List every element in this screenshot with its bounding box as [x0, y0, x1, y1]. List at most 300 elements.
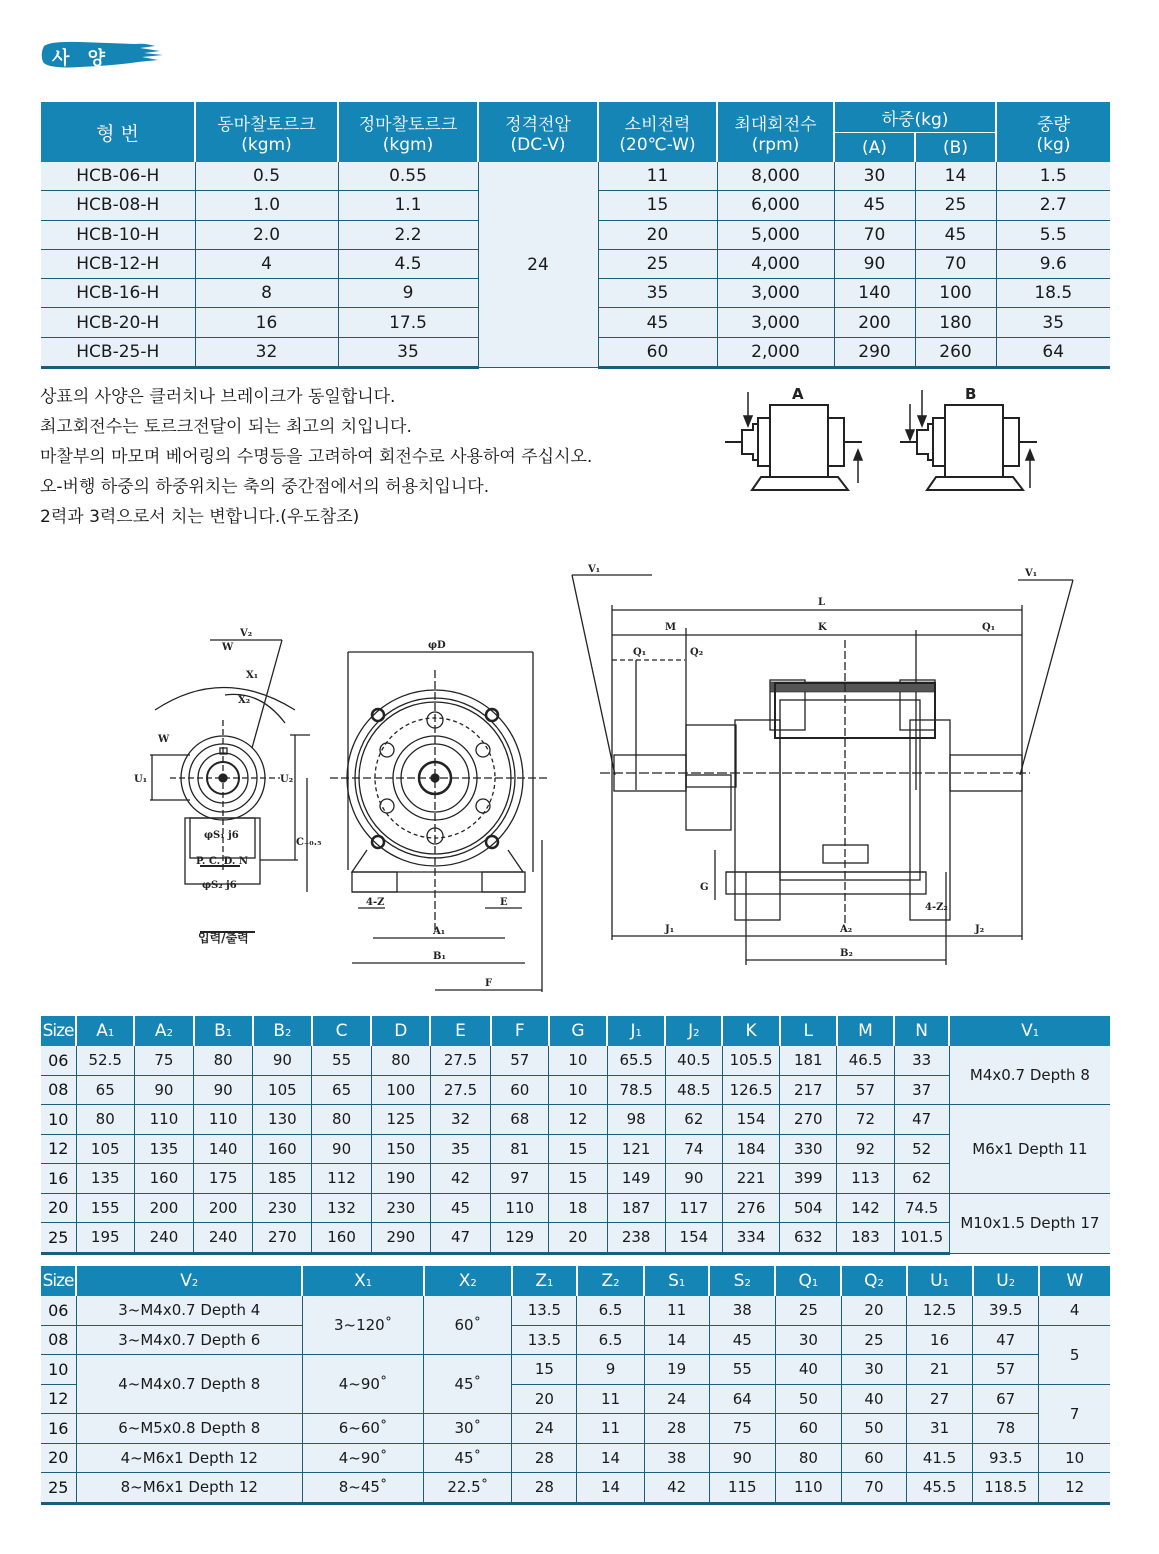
cell-b2: 105 [253, 1075, 312, 1105]
cell-z1: 28 [512, 1443, 577, 1473]
cell-dyn-torque: 1.0 [195, 191, 338, 220]
header-s1 [644, 1266, 709, 1296]
cell-g: 10 [549, 1075, 607, 1105]
header-load: 하중(kg) [834, 102, 996, 133]
cell-l: 270 [780, 1105, 837, 1135]
cell-x1: 8~45˚ [302, 1473, 423, 1504]
cell-size: 10 [41, 1105, 76, 1135]
header-size: Size [41, 1016, 76, 1046]
cell-s2: 75 [709, 1414, 775, 1444]
header-u1-text: U [930, 1271, 943, 1291]
cell-u1: 31 [907, 1414, 973, 1444]
cell-f: 57 [491, 1046, 549, 1075]
cell-dyn-torque: 0.5 [195, 162, 338, 191]
cell-d: 150 [371, 1134, 430, 1164]
label-4z: 4-Z [366, 897, 385, 908]
cell-n: 52 [894, 1134, 949, 1164]
cell-weight: 5.5 [996, 220, 1110, 249]
header-b1 [194, 1016, 253, 1046]
header-load-b: (B) [915, 133, 996, 163]
cell-q2: 30 [841, 1355, 906, 1385]
cell-k: 126.5 [722, 1075, 779, 1105]
cell-max-rpm: 3,000 [717, 279, 834, 308]
cell-k: 154 [722, 1105, 779, 1135]
cell-max-rpm: 8,000 [717, 162, 834, 191]
cell-m: 142 [837, 1193, 894, 1223]
cell-b1: 200 [194, 1193, 253, 1223]
cell-load-b: 25 [915, 191, 996, 220]
table-row [41, 1193, 1110, 1223]
cell-a2: 160 [134, 1164, 193, 1194]
cell-z2: 14 [577, 1473, 644, 1504]
cell-a2: 90 [134, 1075, 193, 1105]
header-g: G [549, 1016, 607, 1046]
cell-static-torque: 35 [338, 337, 478, 367]
cell-v2: 8~M6x1 Depth 12 [76, 1473, 302, 1504]
cell-s1: 11 [644, 1296, 709, 1325]
cell-j2: 48.5 [665, 1075, 722, 1105]
cell-l: 217 [780, 1075, 837, 1105]
cell-z1: 24 [512, 1414, 577, 1444]
cell-n: 101.5 [894, 1223, 949, 1254]
cell-q2: 40 [841, 1384, 906, 1414]
cell-f: 129 [491, 1223, 549, 1254]
cell-b1: 140 [194, 1134, 253, 1164]
cell-u2: 47 [973, 1325, 1039, 1355]
header-power: 소비전력 (20℃-W) [598, 102, 717, 162]
cell-u2: 57 [973, 1355, 1039, 1385]
cell-a1: 105 [76, 1134, 134, 1164]
cell-dyn-torque: 8 [195, 279, 338, 308]
cell-c: 160 [312, 1223, 371, 1254]
label-l: L [818, 597, 826, 608]
label-x2: X₂ [238, 695, 251, 706]
cell-x2: 45˚ [424, 1443, 512, 1473]
cell-power: 20 [598, 220, 717, 249]
label-u1: U₁ [134, 774, 148, 785]
cell-a1: 155 [76, 1193, 134, 1223]
cell-weight: 9.6 [996, 249, 1110, 278]
cell-load-a: 140 [834, 279, 915, 308]
header-a1-index: 1 [107, 1028, 115, 1039]
cell-static-torque: 1.1 [338, 191, 478, 220]
header-b2 [253, 1016, 312, 1046]
cell-e: 35 [430, 1134, 490, 1164]
cell-w: 10 [1039, 1443, 1110, 1473]
cell-size: 20 [41, 1193, 76, 1223]
cell-u2: 67 [973, 1384, 1039, 1414]
cell-power: 15 [598, 191, 717, 220]
cell-s1: 19 [644, 1355, 709, 1385]
cell-l: 181 [780, 1046, 837, 1075]
cell-b2: 230 [253, 1193, 312, 1223]
cell-model: HCB-06-H [41, 162, 195, 191]
cell-static-torque: 9 [338, 279, 478, 308]
cell-b1: 90 [194, 1075, 253, 1105]
header-a2-text: A [154, 1021, 167, 1041]
cell-k: 184 [722, 1134, 779, 1164]
section-badge [40, 40, 165, 70]
cell-x2: 22.5˚ [424, 1473, 512, 1504]
table-row [41, 1105, 1110, 1135]
cell-e: 32 [430, 1105, 490, 1135]
header-l: L [780, 1016, 837, 1046]
header-x2 [424, 1266, 512, 1296]
header-x1-index: 1 [365, 1278, 373, 1289]
cell-q1: 25 [775, 1296, 841, 1325]
cell-j1: 98 [607, 1105, 665, 1135]
header-z1-text: Z [535, 1271, 548, 1291]
header-j2 [665, 1016, 722, 1046]
cell-size: 06 [41, 1046, 76, 1075]
cell-m: 92 [837, 1134, 894, 1164]
diagram-label-a: A [792, 385, 804, 403]
table-row [41, 1355, 1110, 1385]
cell-q1: 80 [775, 1443, 841, 1473]
label-pcd: P. C. D. N [196, 856, 248, 867]
cell-m: 72 [837, 1105, 894, 1135]
cell-q2: 50 [841, 1414, 906, 1444]
header-v2 [76, 1266, 302, 1296]
header-w: W [1039, 1266, 1110, 1296]
cell-m: 183 [837, 1223, 894, 1254]
label-m: M [665, 622, 677, 633]
cell-n: 62 [894, 1164, 949, 1194]
cell-v1: M10x1.5 Depth 17 [949, 1193, 1110, 1253]
section-title: 사 양 [52, 48, 112, 69]
cell-model: HCB-16-H [41, 279, 195, 308]
cell-z2: 9 [577, 1355, 644, 1385]
header-a1 [76, 1016, 134, 1046]
cell-power: 25 [598, 249, 717, 278]
cell-f: 68 [491, 1105, 549, 1135]
cell-c: 90 [312, 1134, 371, 1164]
header-b1-text: B [214, 1021, 226, 1041]
cell-load-a: 290 [834, 337, 915, 367]
cell-x2: 30˚ [424, 1414, 512, 1444]
cell-f: 110 [491, 1193, 549, 1223]
cell-j2: 117 [665, 1193, 722, 1223]
cell-g: 10 [549, 1046, 607, 1075]
cell-power: 35 [598, 279, 717, 308]
cell-n: 47 [894, 1105, 949, 1135]
cell-k: 334 [722, 1223, 779, 1254]
cell-s2: 90 [709, 1443, 775, 1473]
cell-static-torque: 0.55 [338, 162, 478, 191]
cell-u2: 93.5 [973, 1443, 1039, 1473]
cell-c: 65 [312, 1075, 371, 1105]
header-x2-text: X [458, 1271, 471, 1291]
cell-max-rpm: 5,000 [717, 220, 834, 249]
label-g: G [700, 882, 709, 893]
cell-q1: 110 [775, 1473, 841, 1504]
header-b2-index: 2 [285, 1028, 292, 1039]
cell-s2: 64 [709, 1384, 775, 1414]
header-model: 형 번 [41, 102, 195, 162]
label-d: φD [428, 640, 446, 651]
cell-size: 08 [41, 1325, 76, 1355]
note-line: 2력과 3력으로서 치는 변합니다.(우도참조) [40, 507, 360, 527]
cell-s1: 38 [644, 1443, 709, 1473]
cell-n: 37 [894, 1075, 949, 1105]
cell-v1: M4x0.7 Depth 8 [949, 1046, 1110, 1105]
cell-model: HCB-12-H [41, 249, 195, 278]
cell-s2: 45 [709, 1325, 775, 1355]
cell-u1: 41.5 [907, 1443, 973, 1473]
cell-s1: 28 [644, 1414, 709, 1444]
cell-v2: 4~M6x1 Depth 12 [76, 1443, 302, 1473]
cell-u2: 78 [973, 1414, 1039, 1444]
header-j2-text: J [688, 1021, 694, 1041]
cell-e: 45 [430, 1193, 490, 1223]
label-b1: B₁ [433, 951, 446, 962]
table-row [41, 1296, 1110, 1325]
cell-size: 12 [41, 1134, 76, 1164]
cell-x1: 4~90˚ [302, 1443, 423, 1473]
cell-u1: 27 [907, 1384, 973, 1414]
cell-w: 7 [1039, 1384, 1110, 1443]
cell-b1: 110 [194, 1105, 253, 1135]
load-position-diagram [720, 380, 1070, 530]
label-v2: V₂ [240, 628, 253, 639]
cell-weight: 2.7 [996, 191, 1110, 220]
cell-weight: 35 [996, 308, 1110, 337]
cell-j1: 149 [607, 1164, 665, 1194]
cell-j1: 78.5 [607, 1075, 665, 1105]
cell-weight: 18.5 [996, 279, 1110, 308]
cell-power: 45 [598, 308, 717, 337]
header-m: M [837, 1016, 894, 1046]
header-s1-text: S [668, 1271, 679, 1291]
header-j1-text: J [630, 1021, 636, 1041]
table-row [41, 1325, 1110, 1355]
cell-g: 12 [549, 1105, 607, 1135]
cell-b1: 175 [194, 1164, 253, 1194]
cell-load-b: 70 [915, 249, 996, 278]
cell-x1: 3~120˚ [302, 1296, 423, 1355]
cell-w: 5 [1039, 1325, 1110, 1384]
header-u2 [973, 1266, 1039, 1296]
header-s1-index: 1 [678, 1278, 686, 1289]
cell-m: 57 [837, 1075, 894, 1105]
cell-u1: 21 [907, 1355, 973, 1385]
table-row [41, 1414, 1110, 1444]
cell-q1: 40 [775, 1355, 841, 1385]
label-s2: φS₂ j6 [202, 880, 237, 891]
cell-s2: 55 [709, 1355, 775, 1385]
cell-x1: 4~90˚ [302, 1355, 423, 1414]
note-line: 마찰부의 마모며 베어링의 수명등을 고려하여 회전수로 사용하여 주십시오. [40, 447, 593, 467]
cell-j2: 90 [665, 1164, 722, 1194]
cell-q1: 60 [775, 1414, 841, 1444]
header-k: K [722, 1016, 779, 1046]
cell-g: 15 [549, 1164, 607, 1194]
cell-l: 504 [780, 1193, 837, 1223]
cell-j1: 65.5 [607, 1046, 665, 1075]
cell-z1: 15 [512, 1355, 577, 1385]
label-f: F [485, 978, 493, 989]
cell-b2: 90 [253, 1046, 312, 1075]
note-line: 상표의 사양은 클러치나 브레이크가 동일합니다. [40, 387, 396, 407]
notes [40, 382, 592, 532]
cell-j2: 40.5 [665, 1046, 722, 1075]
cell-u1: 45.5 [907, 1473, 973, 1504]
cell-u1: 16 [907, 1325, 973, 1355]
cell-s1: 24 [644, 1384, 709, 1414]
cell-c: 132 [312, 1193, 371, 1223]
cell-c: 55 [312, 1046, 371, 1075]
cell-m: 113 [837, 1164, 894, 1194]
header-s2-index: 2 [744, 1278, 751, 1289]
label-u2: U₂ [280, 774, 294, 785]
cell-b2: 160 [253, 1134, 312, 1164]
table-row [41, 1443, 1110, 1473]
header-b2-text: B [273, 1021, 286, 1041]
cell-a2: 75 [134, 1046, 193, 1075]
label-c: C₋₀.₅ [296, 837, 322, 848]
cell-a2: 110 [134, 1105, 193, 1135]
dimension-table-1 [41, 1016, 1110, 1255]
cell-d: 290 [371, 1223, 430, 1254]
cell-size: 16 [41, 1414, 76, 1444]
cell-u1: 12.5 [907, 1296, 973, 1325]
cell-b1: 240 [194, 1223, 253, 1254]
header-voltage: 정격전압 (DC-V) [478, 102, 598, 162]
header-weight: 중량 (kg) [996, 102, 1110, 162]
label-q1-right: Q₁ [982, 622, 996, 633]
header-dyn-torque: 동마찰토르크 (kgm) [195, 102, 338, 162]
header-a1-text: A [96, 1021, 108, 1041]
header-c: C [312, 1016, 371, 1046]
header-j1 [607, 1016, 665, 1046]
cell-a1: 52.5 [76, 1046, 134, 1075]
header-v2-text: V [180, 1271, 192, 1291]
header-a2-index: 2 [166, 1028, 173, 1039]
cell-dyn-torque: 4 [195, 249, 338, 278]
cell-size: 10 [41, 1355, 76, 1385]
header-v1-text: V [1021, 1021, 1033, 1041]
header-static-torque: 정마찰토르크 (kgm) [338, 102, 478, 162]
header-a2 [134, 1016, 193, 1046]
cell-z2: 6.5 [577, 1296, 644, 1325]
cell-weight: 1.5 [996, 162, 1110, 191]
cell-model: HCB-08-H [41, 191, 195, 220]
cell-load-a: 200 [834, 308, 915, 337]
cell-load-a: 90 [834, 249, 915, 278]
cell-load-a: 30 [834, 162, 915, 191]
cell-e: 27.5 [430, 1046, 490, 1075]
cell-f: 81 [491, 1134, 549, 1164]
cell-x2: 60˚ [424, 1296, 512, 1355]
cell-size: 25 [41, 1223, 76, 1254]
cell-k: 221 [722, 1164, 779, 1194]
cell-power: 11 [598, 162, 717, 191]
cell-d: 190 [371, 1164, 430, 1194]
cell-d: 125 [371, 1105, 430, 1135]
label-q2: Q₂ [690, 647, 704, 658]
cell-v2: 4~M4x0.7 Depth 8 [76, 1355, 302, 1414]
cell-c: 112 [312, 1164, 371, 1194]
side-caption: 입력/출력 [198, 931, 249, 945]
cell-v2: 3~M4x0.7 Depth 6 [76, 1325, 302, 1355]
header-max-rpm: 최대회전수 (rpm) [717, 102, 834, 162]
header-u1-index: 1 [942, 1278, 949, 1289]
cell-s2: 115 [709, 1473, 775, 1504]
cell-load-b: 45 [915, 220, 996, 249]
cell-u2: 39.5 [973, 1296, 1039, 1325]
header-v2-index: 2 [191, 1278, 199, 1289]
header-q1-text: Q [798, 1271, 812, 1291]
cell-a2: 135 [134, 1134, 193, 1164]
header-j1-index: 1 [635, 1028, 642, 1039]
label-b2: B₂ [840, 948, 853, 959]
cell-j1: 238 [607, 1223, 665, 1254]
label-q1-left: Q₁ [633, 647, 647, 658]
cell-q1: 50 [775, 1384, 841, 1414]
header-x1 [302, 1266, 423, 1296]
cell-q1: 30 [775, 1325, 841, 1355]
label-j1: J₁ [665, 924, 675, 935]
cell-e: 42 [430, 1164, 490, 1194]
cell-static-torque: 17.5 [338, 308, 478, 337]
cell-s2: 38 [709, 1296, 775, 1325]
cell-f: 60 [491, 1075, 549, 1105]
header-x1-text: X [354, 1271, 366, 1291]
cell-weight: 64 [996, 337, 1110, 367]
cell-size: 16 [41, 1164, 76, 1194]
label-v1-right: V₁ [1025, 568, 1038, 579]
cell-z2: 11 [577, 1384, 644, 1414]
label-s1: φS₁ j6 [204, 830, 239, 841]
label-w-side: W [158, 734, 170, 745]
cell-e: 27.5 [430, 1075, 490, 1105]
cell-x2: 45˚ [424, 1355, 512, 1414]
header-e: E [430, 1016, 490, 1046]
cell-q2: 70 [841, 1473, 906, 1504]
cell-j2: 154 [665, 1223, 722, 1254]
label-a2: A₂ [840, 924, 853, 935]
cell-size: 12 [41, 1384, 76, 1414]
cell-v1: M6x1 Depth 11 [949, 1105, 1110, 1194]
cell-a2: 200 [134, 1193, 193, 1223]
cell-s1: 14 [644, 1325, 709, 1355]
header-q2-text: Q [864, 1271, 878, 1291]
cell-dyn-torque: 16 [195, 308, 338, 337]
header-load-a: (A) [834, 133, 915, 163]
cell-size: 20 [41, 1443, 76, 1473]
cell-max-rpm: 3,000 [717, 308, 834, 337]
cell-k: 105.5 [722, 1046, 779, 1075]
label-j2: J₂ [975, 924, 985, 935]
header-q1-index: 1 [811, 1278, 819, 1289]
cell-l: 399 [780, 1164, 837, 1194]
table-row [41, 1046, 1110, 1075]
cell-d: 80 [371, 1046, 430, 1075]
cell-j1: 187 [607, 1193, 665, 1223]
header-z1-index: 1 [547, 1278, 554, 1289]
cell-q2: 25 [841, 1325, 906, 1355]
label-w-top: W [222, 642, 234, 653]
cell-d: 230 [371, 1193, 430, 1223]
header-x2-index: 2 [470, 1278, 477, 1289]
table-row [41, 1473, 1110, 1504]
cell-z2: 11 [577, 1414, 644, 1444]
cell-size: 08 [41, 1075, 76, 1105]
header-s2-text: S [733, 1271, 745, 1291]
cell-u2: 118.5 [973, 1473, 1039, 1504]
cell-g: 18 [549, 1193, 607, 1223]
cell-g: 15 [549, 1134, 607, 1164]
